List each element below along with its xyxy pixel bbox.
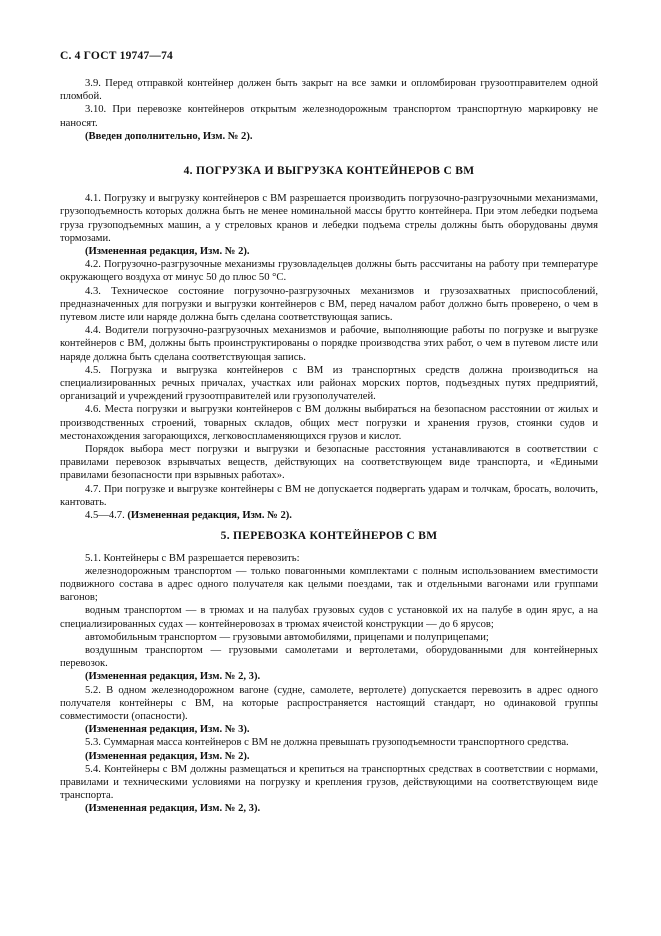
amendment-ref: 4.5—4.7. <box>85 510 125 522</box>
paragraph-5-1-road: автомобильным транспортом — грузовыми автомобилями, прицепами и полуприцепами; <box>85 631 489 643</box>
paragraph-4-5: 4.5. Погрузка и выгрузка контейнеров с ВМ из транспортных средств должна производиться на специализированных речных причалах, участках или районах морских портов, подъездных путях предприятий, организаций и учреждений грузоотправителей или грузополучателей. <box>60 364 598 403</box>
document-body <box>60 77 598 816</box>
amendment-note: (Измененная редакция, Изм. № 2). <box>127 510 292 522</box>
amendment-note: (Измененная редакция, Изм. № 3). <box>85 724 250 736</box>
section-5-heading: 5. ПЕРЕВОЗКА КОНТЕЙНЕРОВ С ВМ <box>220 530 438 543</box>
amendment-note: (Измененная редакция, Изм. № 2). <box>85 246 250 258</box>
paragraph-4-2: 4.2. Погрузочно-разгрузочные механизмы грузовладельцев должны быть рассчитаны на работу при температуре окружающего воздуха от минус 50 до плюс 50 °С. <box>60 259 598 284</box>
paragraph-4-7: 4.7. При погрузке и выгрузке контейнеры с ВМ не допускается подвергать ударам и толчкам, бросать, волочить, кантовать. <box>60 483 598 508</box>
page-header: С. 4 ГОСТ 19747—74 <box>60 50 173 62</box>
paragraph-3-10: 3.10. При перевозке контейнеров открытым железнодорожным транспортом транспортную маркировку не наносят. <box>60 104 598 129</box>
amendment-4-5-4-7 <box>60 509 598 522</box>
paragraph-4-6-cont: Порядок выбора мест погрузки и выгрузки и безопасные расстояния устанавливаются в соответствии с правилами перевозок взрывчатых веществ, действующих на соответствующем виде транспорта, и «Едиными правилами безопасности при взрывных работах». <box>60 444 598 482</box>
paragraph-5-1: 5.1. Контейнеры с ВМ разрешается перевозить: <box>85 552 300 564</box>
amendment-note: (Введен дополнительно, Изм. № 2). <box>85 130 253 142</box>
paragraph-4-1: 4.1. Погрузку и выгрузку контейнеров с ВМ разрешается производить погрузочно-разгрузочными механизмами, грузоподъемность которых должна быть не менее номинальной массы брутто контейнера. При этом лебедки подъема груза грузоподъемных машин, а у стреловых кранов и лебедки подъема стрелы должны быть оборудованы двумя тормозами. <box>60 193 598 244</box>
paragraph-4-6: 4.6. Места погрузки и выгрузки контейнеров с ВМ должны выбираться на безопасном расстоянии от жилых и производственных строений, товарных складов, общих мест погрузки и хранения грузов, стоянки судов и местонахождения загорающихся, легковоспламеняющихся грузов и кислот. <box>60 404 598 442</box>
paragraph-5-3: 5.3. Суммарная масса контейнеров с ВМ не должна превышать грузоподъемности транспортного средства. <box>85 737 569 749</box>
paragraph-5-1-rail: железнодорожным транспортом — только повагонными комплектами с полным использованием вместимости подвижного состава в адрес одного получателя как целыми поездами, так и отдельными вагонами или группами вагонов; <box>60 565 598 604</box>
paragraph-5-2: 5.2. В одном железнодорожном вагоне (судне, самолете, вертолете) допускается перевозить в адрес одного получателя контейнеры с ВМ, на которые распространяется настоящий стандарт, но одинаковой группы совместимости (опасности). <box>60 684 598 722</box>
amendment-note: (Измененная редакция, Изм. № 2). <box>85 750 250 762</box>
paragraph-3-9: 3.9. Перед отправкой контейнер должен быть закрыт на все замки и опломбирован грузоотправителем одной пломбой. <box>60 78 598 103</box>
amendment-note: (Измененная редакция, Изм. № 2, 3). <box>85 671 261 683</box>
paragraph-5-1-air: воздушным транспортом — грузовыми самолетами и вертолетами, оборудованными для контейнерных перевозок. <box>60 644 598 670</box>
paragraph-5-1-water: водным транспортом — в трюмах и на палубах грузовых судов с установкой их на палубе в один ярус, а на специализированных судах — контейнеровозах в трюмах ячеистой конструкции — до 6 ярусов; <box>60 605 598 630</box>
paragraph-4-3: 4.3. Техническое состояние погрузочно-разгрузочных механизмов и грузозахватных приспособлений, предназначенных для погрузки и выгрузки контейнеров с ВМ, перед началом работ должно быть проверено, о чем в путевом листе или наряде должна быть сделана соответствующая запись. <box>60 285 598 324</box>
paragraph-5-4: 5.4. Контейнеры с ВМ должны размещаться и крепиться на транспортных средствах в соответствии с нормами, правилами и техническими условиями на погрузку и крепления грузов, действующими на соответствующем виде транспорта. <box>60 763 598 802</box>
amendment-note: (Измененная редакция, Изм. № 2, 3). <box>85 803 261 815</box>
section-4-heading: 4. ПОГРУЗКА И ВЫГРУЗКА КОНТЕЙНЕРОВ С ВМ <box>183 165 475 178</box>
paragraph-4-4: 4.4. Водители погрузочно-разгрузочных механизмов и рабочие, выполняющие работы по погрузке и выгрузке контейнеров с ВМ, должны быть проинструктированы о порядке производства этих работ, о чем в путевом листе или наряде должна быть сделана соответствующая запись. <box>60 325 598 363</box>
